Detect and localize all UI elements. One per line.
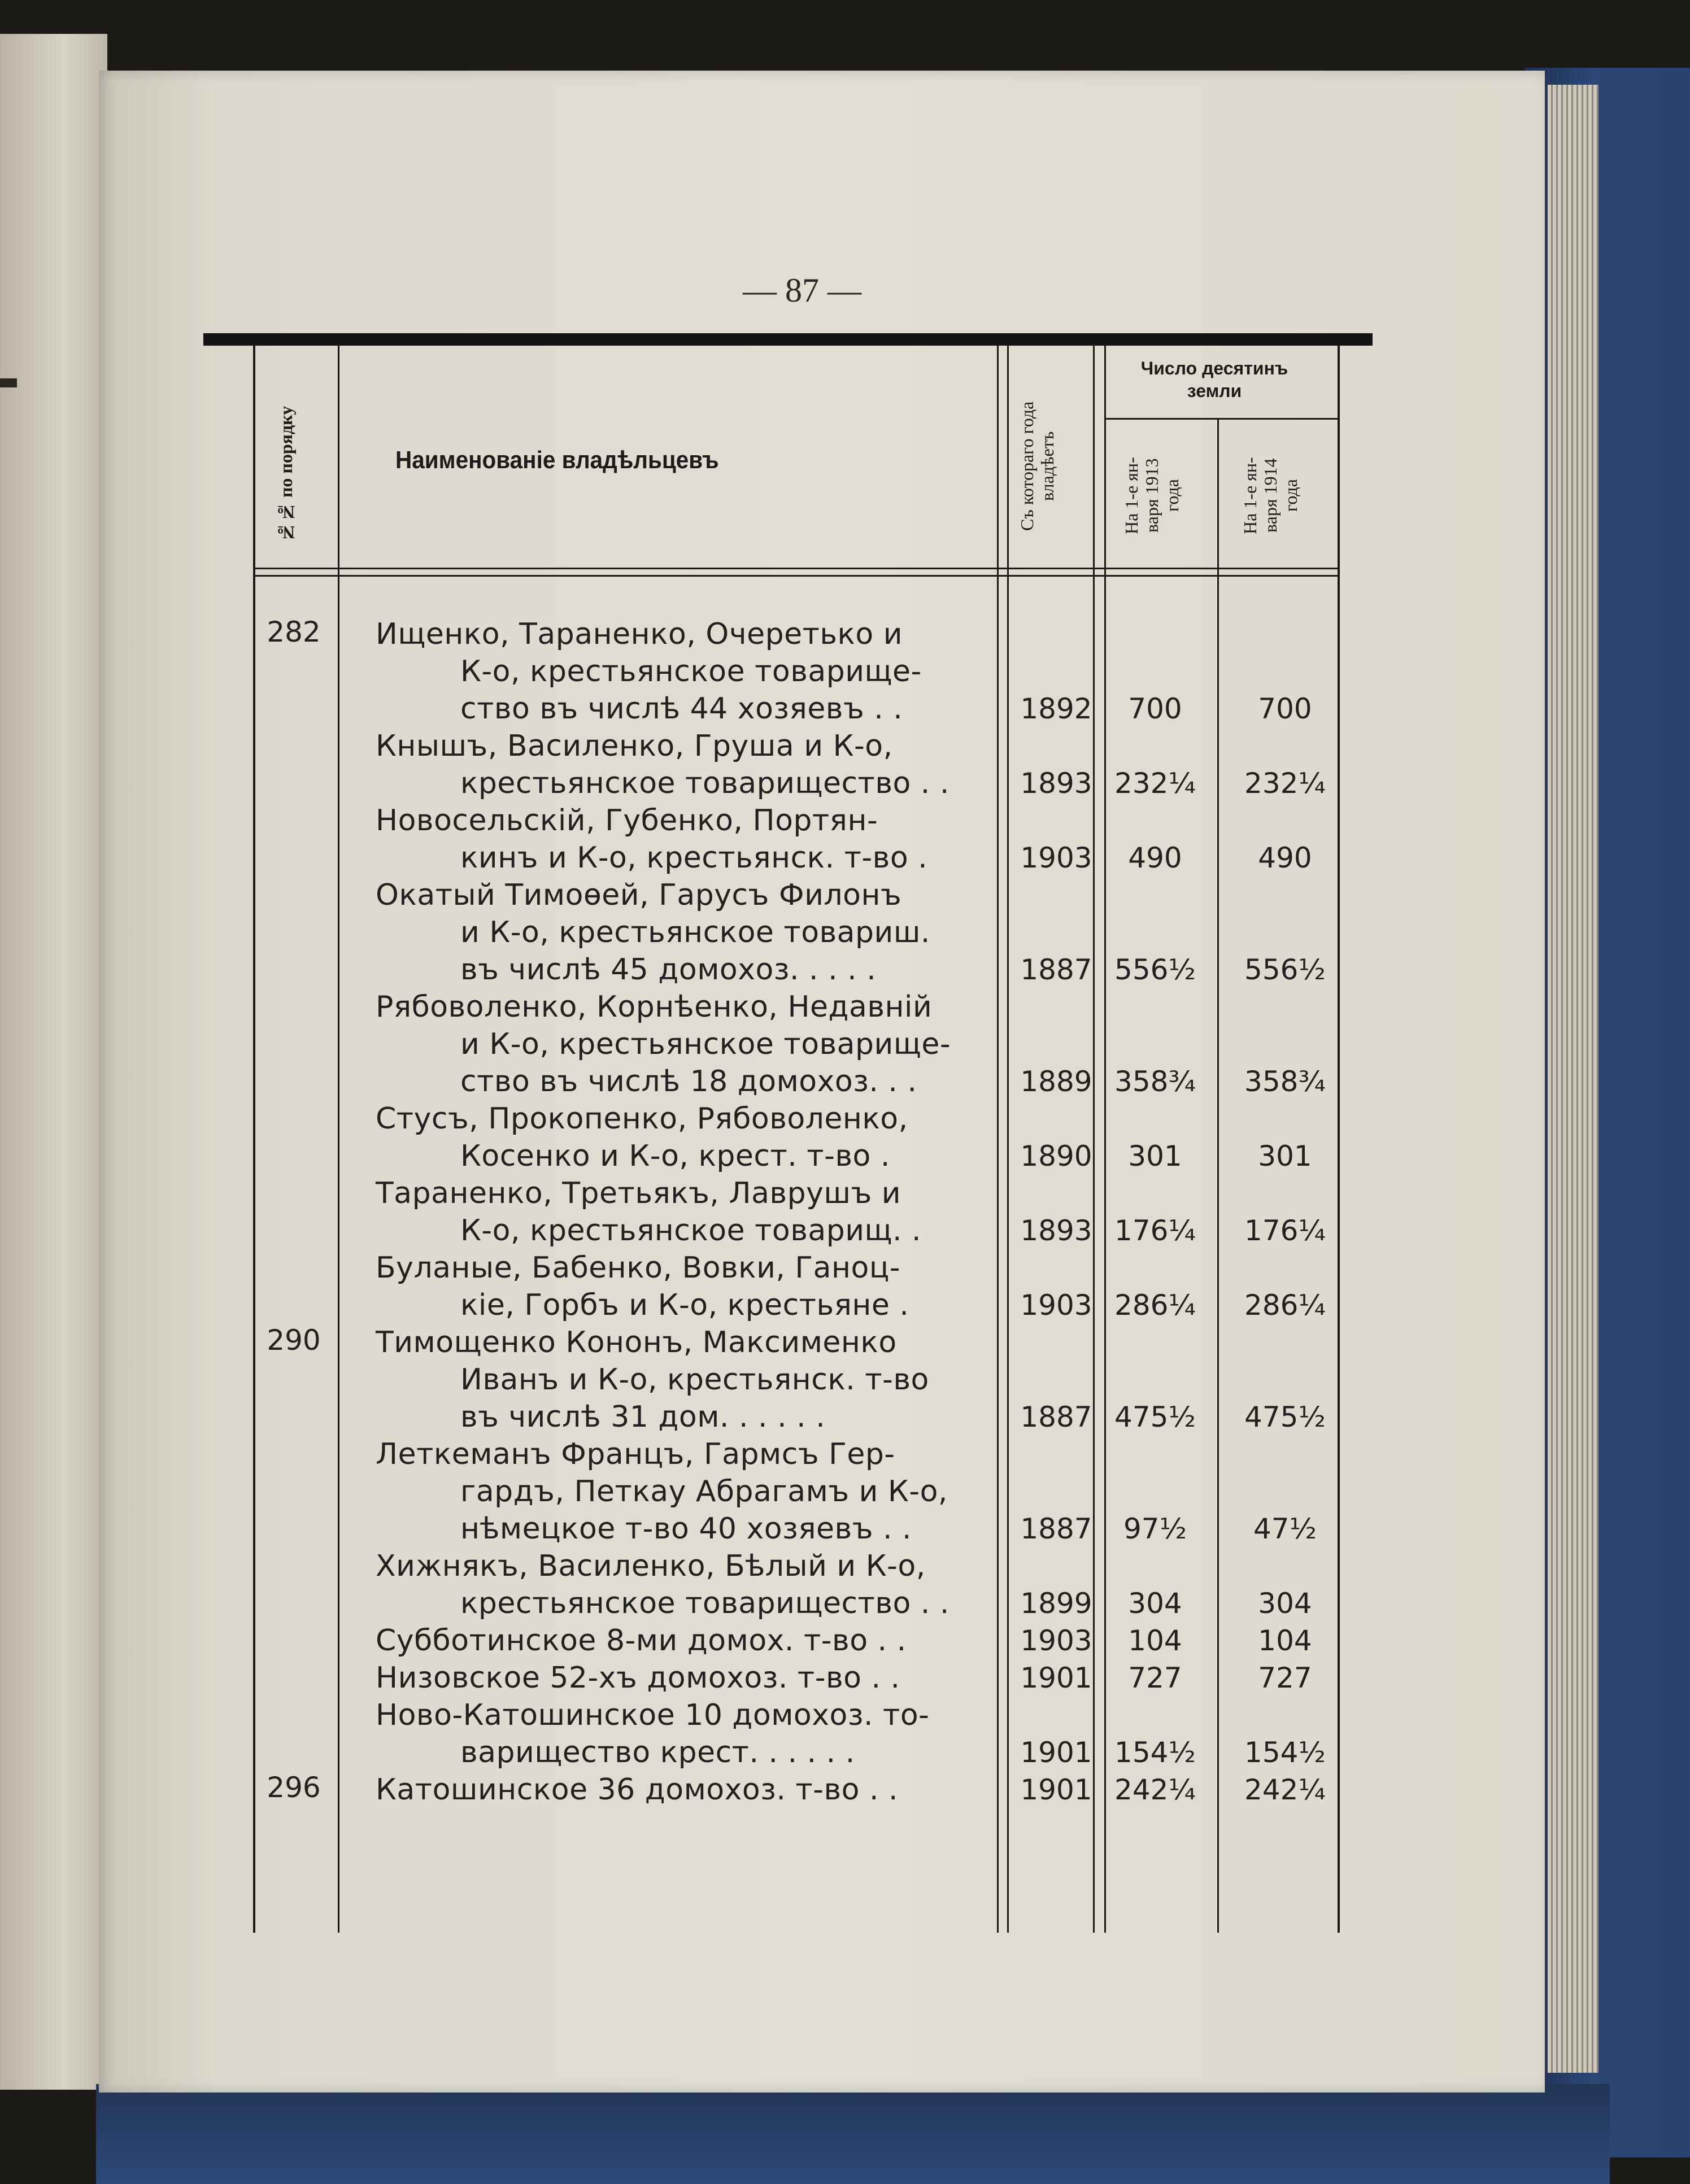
owner-name (376, 1249, 991, 1324)
since-year: 1890 (1020, 1140, 1092, 1172)
land-1913: 232¼ (1114, 767, 1196, 800)
land-1914: 154½ (1244, 1736, 1326, 1769)
land-1914: 700 (1258, 692, 1312, 725)
owner-name (376, 1622, 991, 1659)
row-number: 290 (267, 1324, 321, 1357)
owner-name-line: Ново-Катошинское 10 домохоз. то- (376, 1698, 930, 1732)
since-year: 1887 (1020, 953, 1092, 986)
land-1914: 556½ (1244, 953, 1326, 986)
land-1913: 242¼ (1114, 1773, 1196, 1806)
owner-name (376, 1100, 991, 1175)
owner-name (376, 988, 991, 1100)
header-land-group: Число десятинъ земли (1140, 358, 1288, 401)
since-year: 1899 (1020, 1587, 1092, 1620)
since-year: 1901 (1020, 1736, 1092, 1769)
since-year: 1892 (1020, 692, 1092, 725)
owner-name (376, 1436, 991, 1547)
since-year: 1903 (1020, 1289, 1092, 1322)
land-1914: 727 (1258, 1662, 1312, 1694)
owner-name (376, 1547, 991, 1622)
land-1913: 727 (1128, 1662, 1182, 1694)
owner-name (376, 1697, 991, 1771)
since-year: 1901 (1020, 1773, 1092, 1806)
owner-name (376, 877, 991, 988)
owner-name-line: Новосельскій, Губенко, Портян- (376, 804, 878, 838)
land-1913: 700 (1128, 692, 1182, 725)
owner-name-line: Окатый Тимоѳей, Гарусъ Филонъ (376, 878, 902, 912)
header-jan-1913: На 1-е ян- варя 1913 года (1121, 457, 1182, 534)
owner-name-line: нѣмецкое т-во 40 хозяевъ . . (460, 1512, 912, 1546)
owner-name (376, 802, 991, 877)
land-1913: 97½ (1123, 1512, 1187, 1545)
row-number: 282 (267, 616, 321, 648)
owner-name (376, 1771, 991, 1808)
owner-name-line: Катошинское 36 домохоз. т-во . . (376, 1773, 899, 1807)
owner-name-line: Ищенко, Тараненко, Очеретько и (376, 617, 903, 651)
owner-name (376, 1324, 991, 1436)
since-year: 1887 (1020, 1512, 1092, 1545)
owner-name (376, 616, 991, 727)
owner-name-line: кіе, Горбъ и К-о, крестьяне . (460, 1288, 909, 1322)
owner-name-line: Стусъ, Прокопенко, Рябоволенко, (376, 1102, 908, 1136)
owner-name-line: Буланые, Бабенко, Вовки, Ганоц- (376, 1251, 900, 1285)
land-1914: 47½ (1253, 1512, 1317, 1545)
land-1913: 490 (1128, 842, 1182, 874)
land-1913: 358¾ (1114, 1065, 1196, 1098)
row-number: 296 (267, 1771, 321, 1804)
owner-name-line: Косенко и К-о, крест. т-во . (460, 1139, 890, 1173)
since-year: 1893 (1020, 767, 1092, 800)
land-1913: 154½ (1114, 1736, 1196, 1769)
owner-name-line: крестьянское товарищество . . (460, 1586, 949, 1620)
owner-name-line: ство въ числѣ 44 хозяевъ . . (460, 692, 903, 726)
page-number: — 87 — (743, 272, 861, 309)
land-1914: 358¾ (1244, 1065, 1326, 1098)
land-1913: 286¼ (1114, 1289, 1196, 1322)
land-1913: 301 (1128, 1140, 1182, 1172)
land-1914: 490 (1258, 842, 1312, 874)
land-1914: 242¼ (1244, 1773, 1326, 1806)
header-number: №№ по порядку (276, 406, 296, 543)
land-1914: 176¼ (1244, 1214, 1326, 1247)
since-year: 1903 (1020, 842, 1092, 874)
header-owner-name: Наименованіе владѣльцевъ (395, 446, 719, 474)
header-jan-1914: На 1-е ян- варя 1914 года (1240, 457, 1301, 534)
owner-name-line: гардъ, Петкау Абрагамъ и К-о, (460, 1475, 948, 1509)
land-1914: 286¼ (1244, 1289, 1326, 1322)
owner-name-line: К-о, крестьянское товарище- (460, 655, 922, 688)
since-year: 1903 (1020, 1624, 1092, 1657)
owner-name-line: Хижнякъ, Василенко, Бѣлый и К-о, (376, 1549, 926, 1583)
owner-name-line: и К-о, крестьянское товариш. (460, 916, 930, 949)
owner-name-line: въ числѣ 31 дом. . . . . . (460, 1400, 826, 1434)
owner-name-line: Кнышъ, Василенко, Груша и К-о, (376, 729, 893, 763)
since-year: 1889 (1020, 1065, 1092, 1098)
owner-name-line: кинъ и К-о, крестьянск. т-во . (460, 841, 928, 875)
land-1914: 301 (1258, 1140, 1312, 1172)
owner-name-line: Рябоволенко, Корнѣенко, Недавній (376, 990, 933, 1024)
owner-name-line: Субботинское 8-ми домох. т-во . . (376, 1624, 907, 1658)
land-1913: 176¼ (1114, 1214, 1196, 1247)
owner-name-line: Тимощенко Кононъ, Максименко (376, 1326, 897, 1359)
land-1913: 556½ (1114, 953, 1196, 986)
land-1913: 475½ (1114, 1401, 1196, 1433)
since-year: 1887 (1020, 1401, 1092, 1433)
owner-name-line: крестьянское товарищество . . (460, 766, 949, 800)
land-1914: 475½ (1244, 1401, 1326, 1433)
land-1913: 104 (1128, 1624, 1182, 1657)
land-1914: 104 (1258, 1624, 1312, 1657)
land-1914: 232¼ (1244, 767, 1326, 800)
owner-name-line: ство въ числѣ 18 домохоз. . . (460, 1065, 917, 1098)
owner-name-line: варищество крест. . . . . . (460, 1736, 855, 1769)
owner-name-line: Низовское 52-хъ домохоз. т-во . . (376, 1661, 900, 1695)
since-year: 1893 (1020, 1214, 1092, 1247)
owner-name-line: и К-о, крестьянское товарище- (460, 1027, 951, 1061)
land-1913: 304 (1128, 1587, 1182, 1620)
owner-name (376, 727, 991, 802)
owner-name-line: въ числѣ 45 домохоз. . . . . (460, 953, 877, 987)
owner-name-line: К-о, крестьянское товарищ. . (460, 1214, 922, 1248)
owner-name-line: Леткеманъ Францъ, Гармсъ Гер- (376, 1437, 895, 1471)
owner-name (376, 1175, 991, 1249)
owner-name (376, 1659, 991, 1697)
land-1914: 304 (1258, 1587, 1312, 1620)
since-year: 1901 (1020, 1662, 1092, 1694)
owner-name-line: Тараненко, Третьякъ, Лаврушъ и (376, 1176, 901, 1210)
owner-name-line: Иванъ и К-о, крестьянск. т-во (460, 1363, 929, 1397)
header-since-year: Съ котораго года владѣетъ (1017, 401, 1057, 531)
